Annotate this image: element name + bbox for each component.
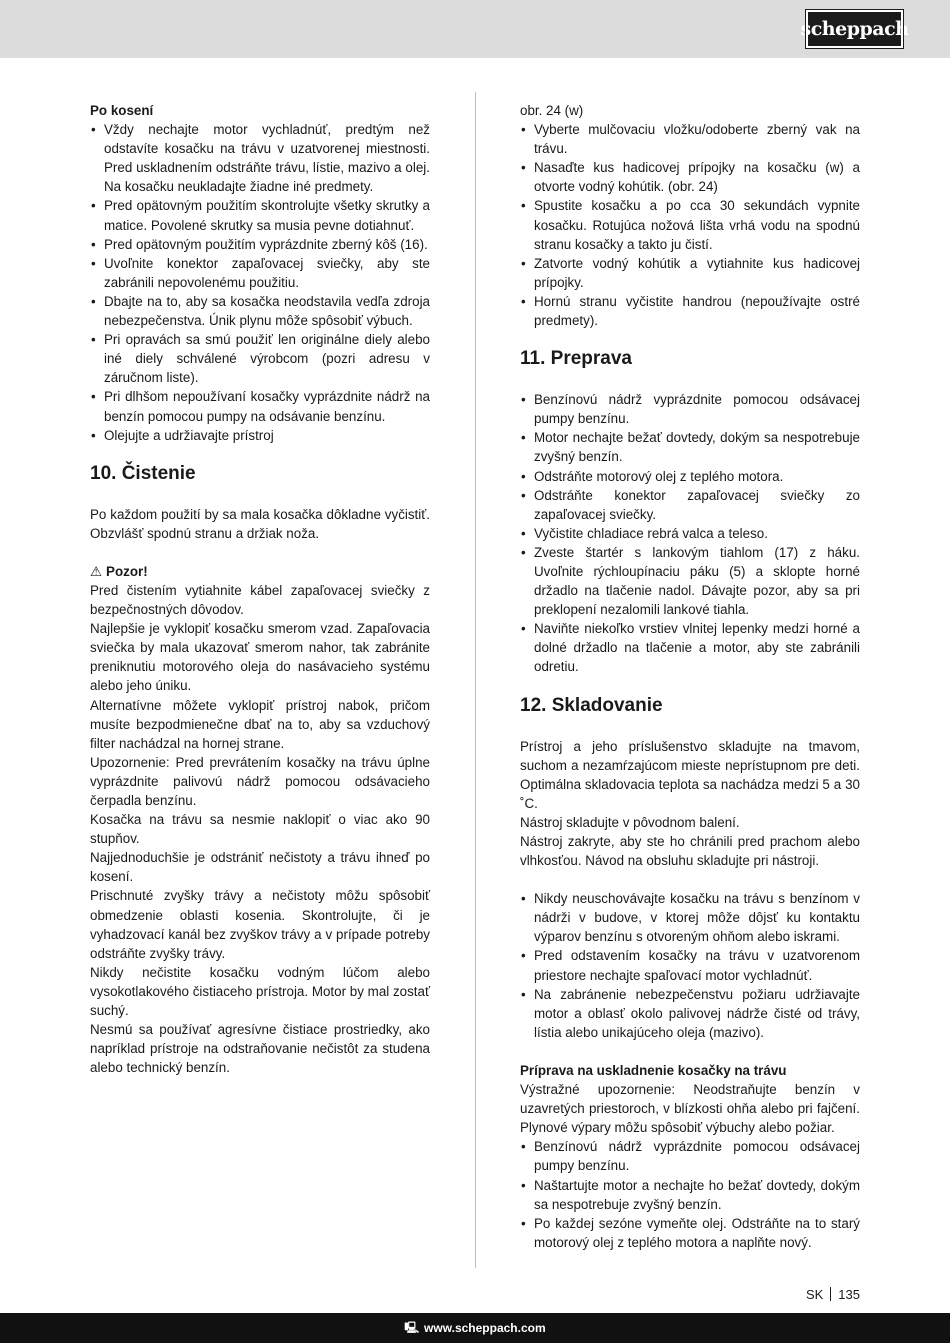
paragraph: Kosačka na trávu sa nesmie naklopiť o viac ako 90 stupňov. bbox=[90, 812, 430, 847]
cistenie-intro: Po každom použití by sa mala kosačka dôkladne vyčistiť. Obzvlášť spodnú stranu a držiak noža. bbox=[90, 506, 430, 541]
list-item: • Benzínovú nádrž vyprázdnite pomocou odsávacej pumpy benzínu. bbox=[520, 390, 860, 428]
paragraph: Nástroj skladujte v pôvodnom balení. bbox=[520, 814, 740, 830]
list-item: • Pred opätovným použitím skontrolujte všetky skrutky a matice. Povolené skrutky sa musia pevne dotiahnuť. bbox=[90, 196, 430, 234]
left-column bbox=[90, 101, 430, 1077]
list-item: • Dbajte na to, aby sa kosačka neodstavila vedľa zdroja nebezpečenstva. Únik plynu môže spôsobiť výbuch. bbox=[90, 292, 430, 330]
obr-list bbox=[520, 120, 860, 330]
list-item: • Pred odstavením kosačky na trávu v uzatvorenom priestore nechajte spaľovací motor vychladnúť. bbox=[520, 946, 860, 984]
page-number-value: 135 bbox=[838, 1287, 860, 1302]
list-item: • Uvoľnite konektor zapaľovacej sviečky, aby ste zabránili nepovolenému použitiu. bbox=[90, 254, 430, 292]
paragraph: Nesmú sa používať agresívne čistiace prostriedky, ako napríklad prístroje na odstraňovanie nečistôt za studena alebo technický benzín. bbox=[90, 1022, 430, 1076]
separator bbox=[830, 1287, 831, 1301]
skladovanie-list bbox=[520, 889, 860, 1042]
section-heading-skladovanie: 12. Skladovanie bbox=[520, 694, 663, 716]
column-divider bbox=[475, 92, 476, 1268]
right-column bbox=[520, 101, 860, 1252]
list-item: • Nasaďte kus hadicovej prípojky na kosačku (w) a otvorte vodný kohútik. (obr. 24) bbox=[520, 158, 860, 196]
pozor-warning bbox=[90, 562, 430, 581]
section-heading-preprava: 11. Preprava bbox=[520, 348, 632, 370]
po-koseni-title: Po kosení bbox=[90, 103, 154, 118]
paragraph: Najlepšie je vyklopiť kosačku smerom vzad. Zapaľovacia sviečka by mala ukazovať smerom nahor, tak zabránite preniknutiu motorového oleja do nasávacieho systému alebo jeho úniku. bbox=[90, 621, 430, 694]
priprava-title: Príprava na uskladnenie kosačky na trávu bbox=[520, 1062, 787, 1078]
paragraph: Alternatívne môžete vyklopiť prístroj nabok, pričom musíte bezpodmienečne dbať na to, aby sa vzduchový filter nachádzal na hornej strane. bbox=[90, 697, 430, 751]
paragraph: Prischnuté zvyšky trávy a nečistoty môžu spôsobiť obmedzenie oblasti kosenia. Skontrolujte, či je vyhadzovací kanál bez zvyškov trávy a v prípade potreby odstráňte zvyšky trávy. bbox=[90, 888, 430, 961]
list-item: • Olejujte a udržiavajte prístroj bbox=[90, 426, 430, 445]
paragraph: Nikdy nečistite kosačku vodným lúčom alebo vysokotlakového čistiaceho prístroja. Motor by mal zostať suchý. bbox=[90, 964, 430, 1019]
list-item: • Benzínovú nádrž vyprázdnite pomocou odsávacej pumpy benzínu. bbox=[520, 1137, 860, 1175]
priprava-list bbox=[520, 1137, 860, 1252]
list-item: • Na zabránenie nebezpečenstvu požiaru udržiavajte motor a oblasť okolo palivovej nádrže čisté od trávy, lístia alebo unikajúceho oleja (mazivo). bbox=[520, 985, 860, 1042]
list-item: • Pri dlhšom nepoužívaní kosačky vyprázdnite nádrž na benzín pomocou pumpy na odsávanie benzínu. bbox=[90, 387, 430, 425]
list-item: • Vždy nechajte motor vychladnúť, predtým než odstavíte kosačku na trávu v uzatvorenej miestnosti. Pred uskladnením odstráňte trávu, lístie, mazivo a olej. Na kosačku neukladajte žiadne iné predmety. bbox=[90, 120, 430, 196]
footer-bar bbox=[0, 1313, 950, 1343]
list-item: • Odstráňte konektor zapaľovacej sviečky zo zapaľovacej sviečky. bbox=[520, 486, 860, 524]
list-item: • Zatvorte vodný kohútik a vytiahnite kus hadicovej prípojky. bbox=[520, 254, 860, 292]
paragraph: Prístroj a jeho príslušenstvo skladujte na tmavom, suchom a nezamŕzajúcom mieste neprístupnom pre deti. Optimálna skladovacia teplota sa nachádza medzi 5 a 30 ˚C. bbox=[520, 738, 860, 811]
paragraph: Nástroj zakryte, aby ste ho chránili pred prachom alebo vlhkosťou. Návod na obsluhu skladujte pri nástroji. bbox=[520, 834, 860, 869]
list-item: • Naštartujte motor a nechajte ho bežať dovtedy, dokým sa nespotrebuje zvyšný benzín. bbox=[520, 1176, 860, 1214]
list-item: • Motor nechajte bežať dovtedy, dokým sa nespotrebuje zvyšný benzín. bbox=[520, 428, 860, 466]
list-item: • Po každej sezóne vymeňte olej. Odstráňte na to starý motorový olej z teplého motora a naplňte nový. bbox=[520, 1214, 860, 1252]
preprava-list bbox=[520, 390, 860, 676]
page-number bbox=[806, 1287, 860, 1302]
figure-reference: obr. 24 (w) bbox=[520, 103, 584, 118]
brand-logo: scheppach bbox=[806, 10, 903, 48]
list-item: • Hornú stranu vyčistite handrou (nepoužívajte ostré predmety). bbox=[520, 292, 860, 330]
paragraph: Najjednoduchšie je odstrániť nečistoty a trávu ihneď po kosení. bbox=[90, 850, 430, 885]
paragraph: Upozornenie: Pred prevrátením kosačky na trávu úplne vyprázdnite palivovú nádrž pomocou odsávacieho čerpadla benzínu. bbox=[90, 754, 430, 808]
section-heading-cistenie: 10. Čistenie bbox=[90, 462, 196, 484]
po-koseni-list bbox=[90, 120, 430, 445]
list-item: • Vyberte mulčovaciu vložku/odoberte zberný vak na trávu. bbox=[520, 120, 860, 158]
list-item: • Spustite kosačku a po cca 30 sekundách vypnite kosačku. Rotujúca nožová lišta vrhá vodu na spodnú stranu kosačky a takto ju čistí. bbox=[520, 196, 860, 253]
list-item: • Nikdy neuschovávajte kosačku na trávu s benzínom v nádrži v budove, v ktorej môže dôjsť ku kontaktu výparov benzínu s otvoreným ohňom alebo iskrami. bbox=[520, 889, 860, 946]
header-bar bbox=[0, 0, 950, 58]
website-url[interactable]: www.scheppach.com bbox=[424, 1321, 546, 1335]
list-item: • Zveste štartér s lankovým tiahlom (17) z háku. Uvoľnite rýchloupínaciu páku (5) a sklopte horné držadlo na tlačenie nadol. Dávajte pozor, aby sa pri preklopení nezalomili lankové tiahla. bbox=[520, 543, 860, 619]
list-item: • Pred opätovným použitím vyprázdnite zberný kôš (16). bbox=[90, 235, 430, 254]
warning-icon: ⚠ bbox=[90, 563, 103, 579]
list-item: • Naviňte niekoľko vrstiev vlnitej lepenky medzi horné a dolné držadlo na tlačenie a motor, aby ste zabránili odretiu. bbox=[520, 619, 860, 676]
computer-icon: 🖳 bbox=[404, 1321, 420, 1334]
language-code: SK bbox=[805, 1287, 824, 1302]
paragraph: Pred čistením vytiahnite kábel zapaľovacej sviečky z bezpečnostných dôvodov. bbox=[90, 582, 430, 618]
priprava-warning: Výstražné upozornenie: Neodstraňujte benzín v uzavretých priestoroch, v blízkosti ohňa alebo pri fajčení. Plynové výpary môžu spôsobiť výbuchy alebo požiar. bbox=[520, 1082, 860, 1136]
list-item: • Pri opravách sa smú použiť len originálne diely alebo iné diely schválené výrobcom (pozri adresu v záručnom liste). bbox=[90, 330, 430, 387]
list-item: • Vyčistite chladiace rebrá valca a teleso. bbox=[520, 524, 860, 543]
list-item: • Odstráňte motorový olej z teplého motora. bbox=[520, 467, 860, 486]
pozor-label: Pozor! bbox=[106, 563, 148, 579]
